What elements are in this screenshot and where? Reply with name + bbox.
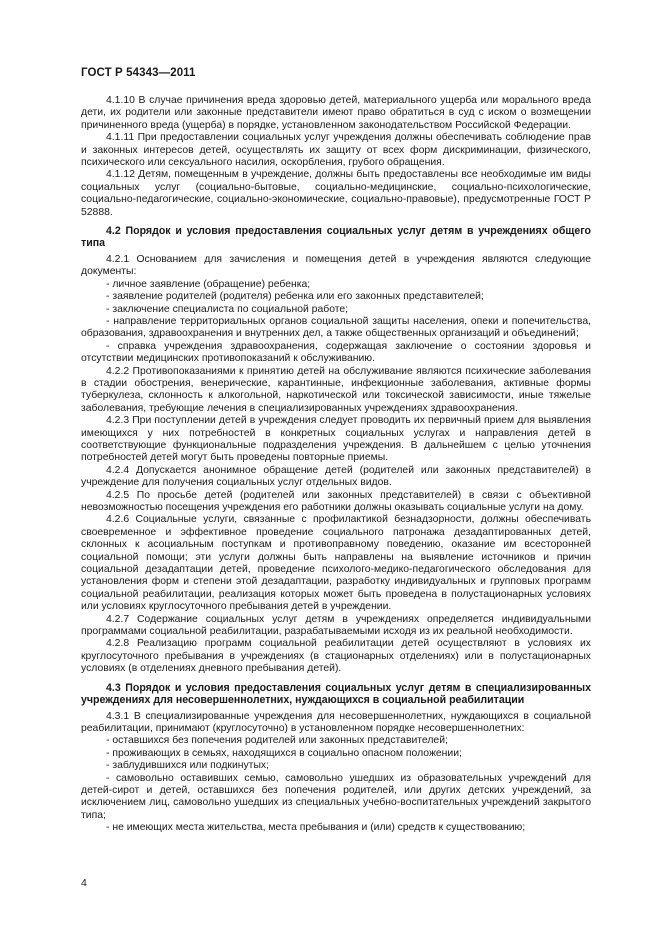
list-item: - самовольно оставивших семью, самовольно ушедших из образовательных учреждений для детей-сирот и детей, оставшихся без попечения родителей, или других детских учреждений, за исключением лиц, самовольно ушедших из специальных учебно-воспитательных учреждений закрытого типа; bbox=[81, 772, 591, 821]
paragraph-4-2-1: 4.2.1 Основанием для зачисления и помещения детей в учреждения являются следующие документы: bbox=[81, 253, 591, 278]
paragraph-4-2-8: 4.2.8 Реализацию программ социальной реабилитации детей осуществляют в условиях их круглосуточного пребывания в учреждениях (в стационарных отделениях) или в полустационарных условиях (в отделениях дневного пребывания детей). bbox=[81, 638, 591, 675]
paragraph-4-1-10: 4.1.10 В случае причинения вреда здоровью детей, материального ущерба или морального вреда дети, их родители или законные представители имеют право обратиться в суд с иском о возмещении причиненного вреда (ущерба) в порядке, установленном законодательством Российской Федерации. bbox=[81, 95, 591, 131]
page-number: 4 bbox=[81, 878, 87, 889]
document-body bbox=[81, 95, 591, 835]
paragraph-4-2-6: 4.2.6 Социальные услуги, связанные с профилактикой безнадзорности, должны обеспечивать своевременное и эффективное проведение социального патронажа дезадаптированных детей, склонных к асоциальным поступкам и противоправному поведению, оказание им всесторонней социальной помощи; эти услуги должны быть направлены на выявление источников и причин социальной дезадаптации детей, проведение психолого-медико-педагогического обследования для установления форм и степени этой дезадаптации, разработку индивидуальных и групповых программ социальной реабилитации, реализация которых может быть проведена в полустационарных условиях или условиях круглосуточного пребывания детей в учреждении. bbox=[81, 514, 591, 613]
list-item: - направление территориальных органов социальной защиты населения, опеки и попечительства, образования, здравоохранения и внутренних дел, а также общественных организаций и объединений; bbox=[81, 315, 591, 340]
paragraph-4-1-11: 4.1.11 При предоставлении социальных услуг учреждения должны обеспечивать соблюдение прав и законных интересов детей, осуществлять их защиту от всех форм дискриминации, физического, психического или сексуального насилия, оскорбления, грубого обращения. bbox=[81, 132, 591, 169]
doc-header-code: ГОСТ Р 54343—2011 bbox=[81, 67, 196, 79]
list-item: - проживающих в семьях, находящихся в социально опасном положении; bbox=[106, 747, 462, 759]
paragraph-4-2-3: 4.2.3 При поступлении детей в учреждения следует проводить их первичный прием для выявления имеющихся у них потребностей в конкретных социальных услугах и направления детей в соответствующие функциональные подразделения учреждения. В дальнейшем с целью уточнения потребностей детей могут быть проведены повторные приемы. bbox=[81, 415, 591, 464]
list-item: - оставшихся без попечения родителей или законных представителей; bbox=[106, 735, 448, 747]
paragraph-4-2-2: 4.2.2 Противопоказаниями к принятию детей на обслуживание являются психические заболевания в стадии обострения, венерические, карантинные, инфекционные заболевания, активные формы туберкулеза, склонность к алкогольной, наркотической или токсической зависимости, иные тяжелые заболевания, требующие лечения в специализированных учреждениях здравоохранения. bbox=[81, 365, 591, 414]
list-item: - личное заявление (обращение) ребенка; bbox=[106, 278, 311, 290]
list-item: - заключение специалиста по социальной работе; bbox=[106, 303, 349, 315]
list-item: - не имеющих места жительства, места пребывания и (или) средств к существованию; bbox=[106, 822, 526, 834]
paragraph-4-2-7: 4.2.7 Содержание социальных услуг детям в учреждениях определяется индивидуальными программами социальной реабилитации, разрабатываемыми исходя из их реальной необходимости. bbox=[81, 613, 591, 638]
section-4-3-heading: 4.3 Порядок и условия предоставления социальных услуг детям в специализированных учреждениях для несовершеннолетних, нуждающихся в социальной реабилитации bbox=[81, 681, 591, 707]
paragraph-4-3-1: 4.3.1 В специализированные учреждения для несовершеннолетних, нуждающихся в социальной реабилитации, принимают (круглосуточно) в установленном порядке несовершеннолетних: bbox=[81, 710, 591, 734]
list-item: - справка учреждения здравоохранения, содержащая заключение о состоянии здоровья и отсутствии медицинских противопоказаний к обслуживанию. bbox=[81, 340, 591, 365]
list-item: - заявление родителей (родителя) ребенка или его законных представителей; bbox=[106, 291, 484, 303]
paragraph-4-2-5: 4.2.5 По просьбе детей (родителей или законных представителей) в связи с объективной невозможностью посещения учреждения его работники должны оказывать социальные услуги на дому. bbox=[81, 489, 591, 513]
paragraph-4-2-4: 4.2.4 Допускается анонимное обращение детей (родителей или законных представителей) в учреждение для получения социальных услуг отдельных видов. bbox=[81, 464, 591, 489]
list-item: - заблудившихся или подкинутых; bbox=[106, 760, 269, 772]
paragraph-4-1-12: 4.1.12 Детям, помещенным в учреждение, должны быть предоставлены все необходимые им виды социальных услуг (социально-бытовые, социально-медицинские, социально-психологические, социально-педагогические, социально-экономические, социально-правовые), предусмотренные ГОСТ Р 52888. bbox=[81, 169, 591, 218]
section-4-2-heading: 4.2 Порядок и условия предоставления социальных услуг детям в учреждениях общего типа bbox=[81, 225, 591, 250]
